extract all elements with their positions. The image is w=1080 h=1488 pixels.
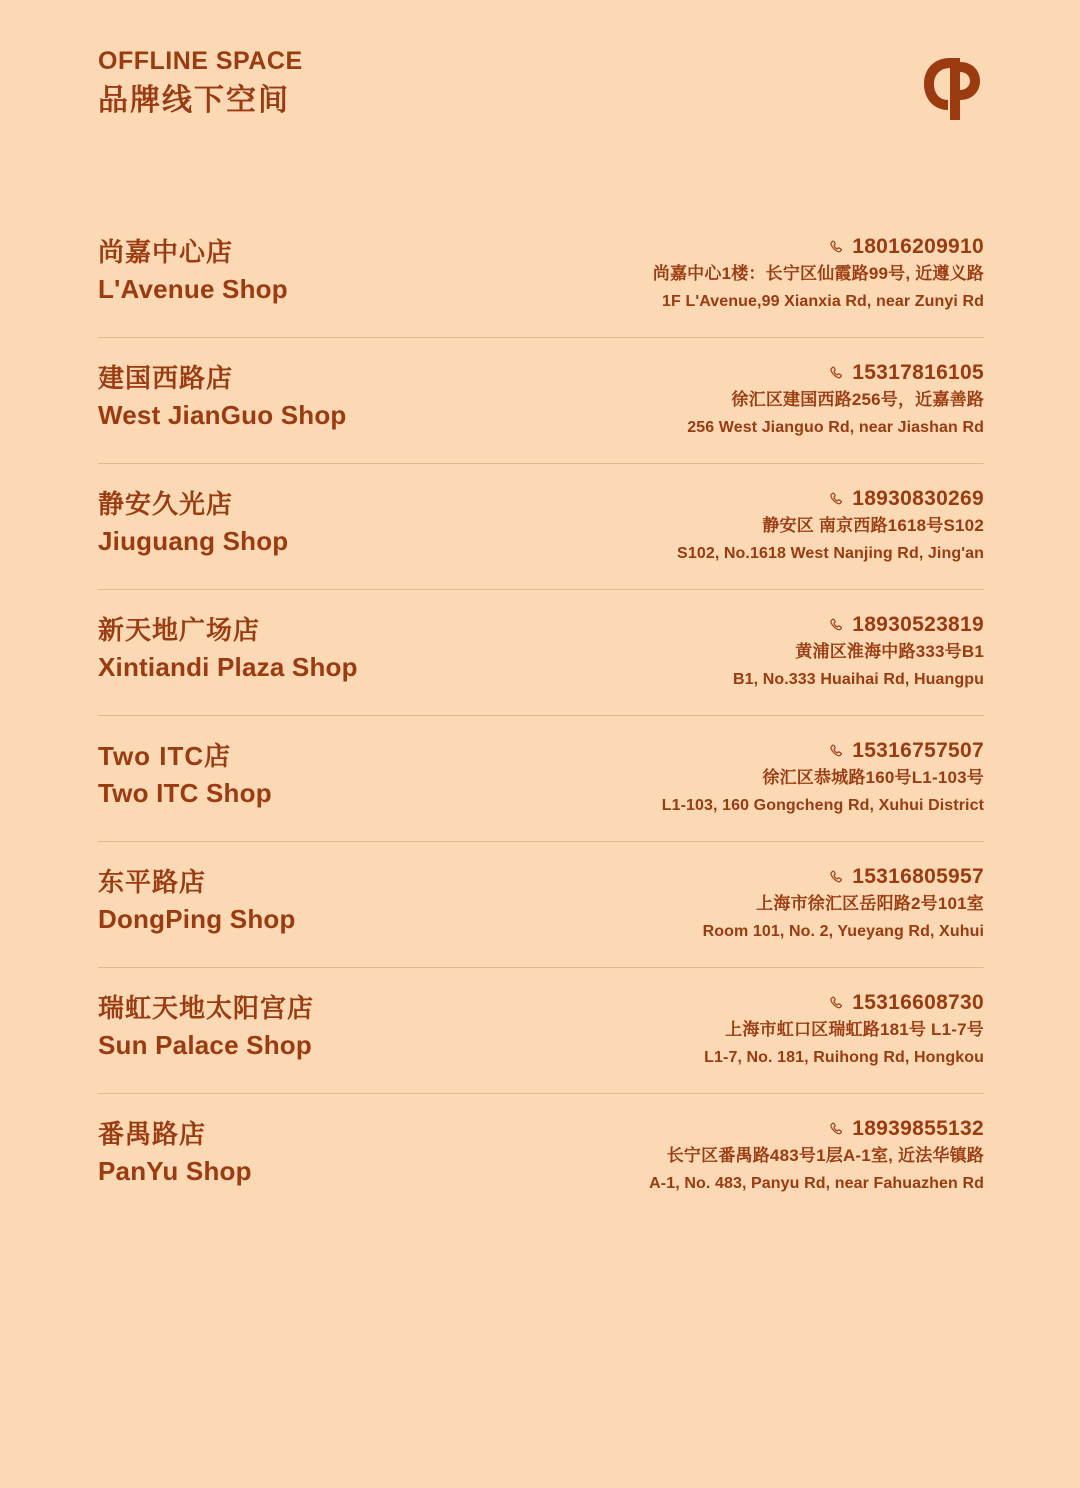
shop-names [98, 486, 288, 559]
shop-address-en: 256 West Jianguo Rd, near Jiashan Rd [687, 418, 984, 436]
shop-contact [649, 1116, 984, 1195]
shop-names [98, 612, 358, 685]
phone-line[interactable] [828, 1116, 984, 1141]
phone-number: 15316805957 [852, 865, 984, 889]
phone-number: 15316608730 [852, 991, 984, 1015]
shop-address-cn: 上海市徐汇区岳阳路2号101室 [756, 894, 984, 914]
shop-names [98, 990, 314, 1063]
phone-number: 15317816105 [852, 361, 984, 385]
phone-icon [828, 995, 845, 1012]
shop-name-cn: 东平路店 [98, 867, 207, 898]
shop-address-cn: 尚嘉中心1楼：长宁区仙霞路99号, 近遵义路 [652, 264, 984, 284]
shop-address-cn: 长宁区番禺路483号1层A-1室, 近法华镇路 [666, 1146, 984, 1166]
shop-list-item[interactable] [98, 841, 984, 967]
phone-number: 18939855132 [852, 1117, 984, 1141]
header-titles [98, 48, 303, 119]
shop-address-en: Room 101, No. 2, Yueyang Rd, Xuhui [702, 922, 984, 940]
shop-list-item[interactable] [98, 463, 984, 589]
phone-icon [828, 239, 845, 256]
shop-contact [733, 612, 984, 691]
shop-address-en: 1F L'Avenue,99 Xianxia Rd, near Zunyi Rd [662, 292, 984, 310]
shop-name-en: Sun Palace Shop [98, 1029, 312, 1060]
phone-line[interactable] [828, 234, 984, 259]
page-title-cn: 品牌线下空间 [98, 83, 290, 117]
phone-icon [828, 1121, 845, 1138]
phone-line[interactable] [828, 738, 984, 763]
shop-name-cn: 瑞虹天地太阳宫店 [98, 993, 315, 1024]
phone-icon [828, 491, 845, 508]
phone-line[interactable] [828, 864, 984, 889]
shop-list-item[interactable] [98, 715, 984, 841]
shop-address-en: B1, No.333 Huaihai Rd, Huangpu [732, 670, 984, 688]
shop-address-cn: 静安区 南京西路1618号S102 [762, 516, 984, 536]
shop-name-en: West JianGuo Shop [98, 399, 347, 430]
shop-list [98, 212, 984, 1219]
shop-address-en: A-1, No. 483, Panyu Rd, near Fahuazhen Rd [649, 1174, 984, 1192]
shop-name-en: DongPing Shop [98, 903, 296, 934]
shop-address-cn: 黄浦区淮海中路333号B1 [795, 642, 984, 662]
brand-monogram-logo [920, 54, 984, 124]
phone-line[interactable] [828, 612, 984, 637]
phone-icon [828, 617, 845, 634]
shop-address-en: S102, No.1618 West Nanjing Rd, Jing'an [677, 544, 984, 562]
shop-name-cn: 静安久光店 [98, 489, 234, 520]
shop-contact [703, 864, 984, 943]
page-header [98, 48, 984, 119]
shop-list-item[interactable] [98, 337, 984, 463]
shop-names [98, 864, 296, 937]
shop-names [98, 234, 288, 307]
shop-name-en: Two ITC Shop [98, 777, 272, 808]
shop-names [98, 1116, 252, 1189]
shop-name-cn: 尚嘉中心店 [98, 237, 234, 267]
phone-line[interactable] [828, 486, 984, 511]
page-title-en: OFFLINE SPACE [98, 47, 303, 75]
shop-list-item[interactable] [98, 589, 984, 715]
shop-address-en: L1-7, No. 181, Ruihong Rd, Hongkou [704, 1048, 984, 1066]
shop-name-cn: 新天地广场店 [98, 615, 261, 646]
shop-name-cn: 建国西路店 [98, 363, 234, 394]
phone-icon [828, 743, 845, 760]
shop-name-en: L'Avenue Shop [98, 273, 288, 304]
shop-address-cn: 徐汇区恭城路160号L1-103号 [762, 768, 984, 788]
shop-name-en: Jiuguang Shop [98, 525, 289, 556]
phone-number: 18930523819 [852, 613, 984, 637]
phone-number: 18930830269 [852, 487, 984, 511]
shop-names [98, 738, 272, 811]
phone-line[interactable] [828, 990, 984, 1015]
shop-address-cn: 徐汇区建国西路256号，近嘉善路 [731, 390, 984, 410]
phone-icon [828, 869, 845, 886]
shop-address-cn: 上海市虹口区瑞虹路181号 L1-7号 [725, 1020, 984, 1040]
shop-list-item[interactable] [98, 967, 984, 1093]
shop-contact [677, 486, 984, 565]
phone-number: 18016209910 [852, 235, 984, 258]
phone-number: 15316757507 [852, 739, 984, 763]
shop-address-en: L1-103, 160 Gongcheng Rd, Xuhui District [661, 796, 984, 814]
shop-list-item[interactable] [98, 212, 984, 337]
phone-icon [828, 365, 845, 382]
shop-contact [687, 360, 984, 439]
shop-name-en: PanYu Shop [98, 1155, 252, 1186]
shop-contact [704, 990, 984, 1069]
shop-name-cn: Two ITC店 [98, 741, 232, 772]
shop-name-en: Xintiandi Plaza Shop [98, 651, 358, 682]
shop-name-cn: 番禺路店 [98, 1119, 207, 1150]
phone-line[interactable] [828, 360, 984, 385]
shop-contact [653, 234, 984, 313]
shop-names [98, 360, 347, 433]
shop-list-item[interactable] [98, 1093, 984, 1219]
shop-contact [662, 738, 984, 817]
